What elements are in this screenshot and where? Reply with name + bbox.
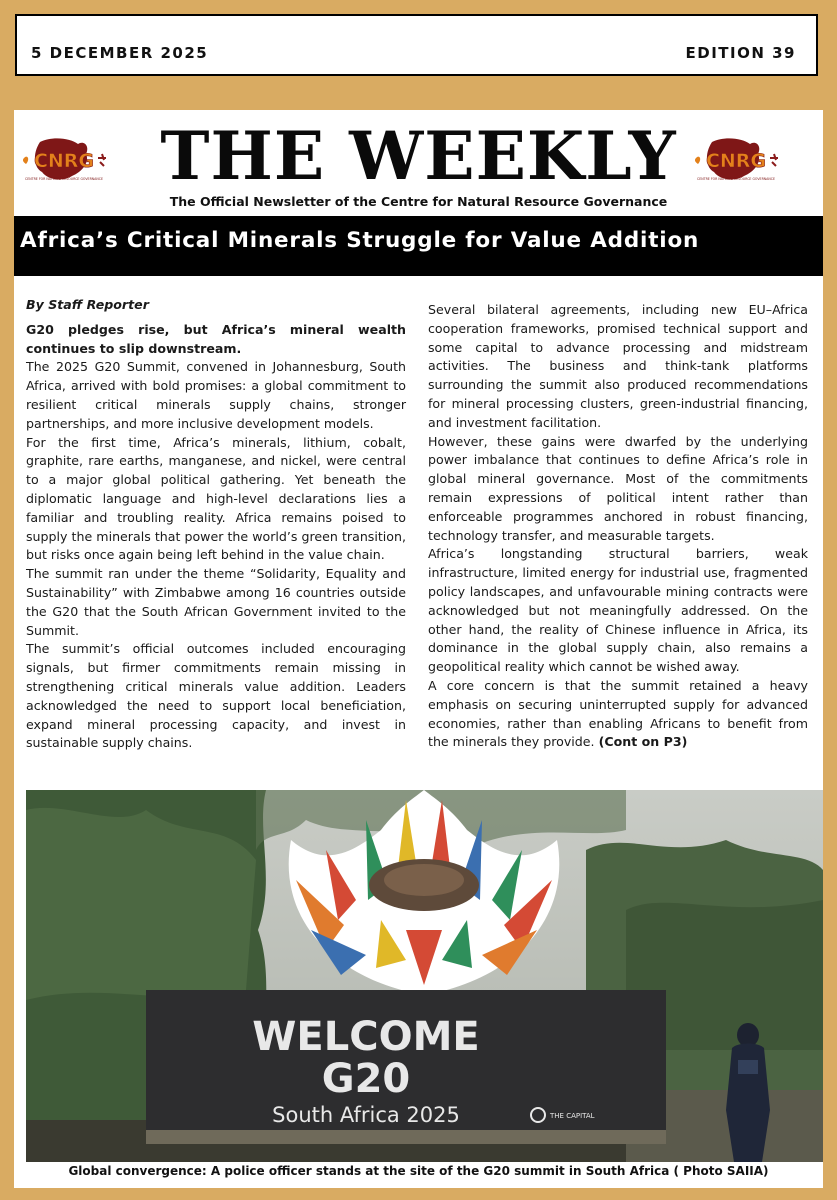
edition-bar xyxy=(15,14,818,76)
photo-caption: Global convergence: A police officer stands at the site of the G20 summit in South Africa ( Photo SAIIA) xyxy=(68,1164,769,1178)
logo-text: CNRG xyxy=(705,150,767,172)
sign-sponsor: THE CAPITAL xyxy=(550,1112,595,1120)
article-paragraph: Several bilateral agreements, including new EU–Africa cooperation frameworks, promised technical support and some capital to advance processing and midstream activities. The business and think-tank platforms surrounding the summit also produced recommendations for mineral processing clusters, green-industrial financing, and investment facilitation. xyxy=(428,302,808,430)
article-paragraph: The 2025 G20 Summit, convened in Johannesburg, South Africa, arrived with bold promises: a global commitment to resilient critical minerals supply chains, stronger partnerships, and more inclusive development models. xyxy=(26,359,406,431)
article-headline: Africa’s Critical Minerals Struggle for Value Addition xyxy=(20,228,700,253)
issue-date: 5 DECEMBER 2025 xyxy=(31,44,209,62)
article-paragraph: The summit ran under the theme “Solidarity, Equality and Sustainability” with Zimbabwe among 16 countries outside the G20 that the South African Government invited to the Summit. xyxy=(26,566,406,638)
g20-welcome-photo xyxy=(26,790,823,1162)
newsletter-page xyxy=(14,110,823,1188)
article-paragraph: Africa’s longstanding structural barriers, weak infrastructure, limited energy for industrial use, fragmented policy landscapes, and unfavourable mining contracts were acknowledged but not meaningfully addressed. On the other hand, the reality of Chinese influence in Africa, its dominance in the global supply chain, also remains a geopolitical reality which cannot be wished away. xyxy=(428,546,808,675)
masthead-subtitle: The Official Newsletter of the Centre for Natural Resource Governance xyxy=(169,194,668,209)
logo-tagline: CENTRE FOR NATURAL RESOURCE GOVERNANCE xyxy=(25,177,103,181)
article-paragraph-final xyxy=(428,677,808,752)
continuation-link[interactable]: (Cont on P3) xyxy=(598,734,688,750)
article-paragraph: For the first time, Africa’s minerals, lithium, cobalt, graphite, rare earths, manganese, and nickel, were central to a major global political gathering. Yet beneath the diplomatic language and high-level declarations lies a familiar and troubling reality. Africa remains poised to supply the minerals that power the world’s green transition, but risks once again being left behind in the value chain. xyxy=(26,434,406,563)
logo-text: CNRG xyxy=(33,150,95,172)
article-column-left xyxy=(26,296,406,753)
sign-welcome: WELCOME xyxy=(252,1014,480,1060)
masthead-title: THE WEEKLY xyxy=(160,117,677,195)
sign-g20: G20 xyxy=(321,1056,411,1102)
article-column-right xyxy=(428,301,808,752)
article-paragraph-text: A core concern is that the summit retained a heavy emphasis on securing uninterrupted supply for advanced economies, rather than enabling Africans to benefit from the minerals they provide. xyxy=(428,677,808,750)
logo-tagline: CENTRE FOR NATURAL RESOURCE GOVERNANCE xyxy=(697,177,775,181)
article-paragraph: The summit’s official outcomes included encouraging signals, but firmer commitments remain missing in strengthening critical minerals value addition. Leaders acknowledged the need to support local beneficiation, expand mineral processing capacity, and invest in sustainable supply chains. xyxy=(26,641,406,751)
headline-banner xyxy=(14,216,823,276)
article-paragraph: However, these gains were dwarfed by the underlying power imbalance that continues to define Africa’s role in global mineral governance. Most of the commitments remain expressions of political intent rather than enforceable programmes anchored in robust financing, technology transfer, and measurable targets. xyxy=(428,433,808,543)
sign-country-year: South Africa 2025 xyxy=(272,1103,460,1127)
edition-number: EDITION 39 xyxy=(685,44,796,62)
article-lede: G20 pledges rise, but Africa’s mineral wealth continues to slip downstream. xyxy=(26,321,406,356)
byline: By Staff Reporter xyxy=(26,297,149,312)
